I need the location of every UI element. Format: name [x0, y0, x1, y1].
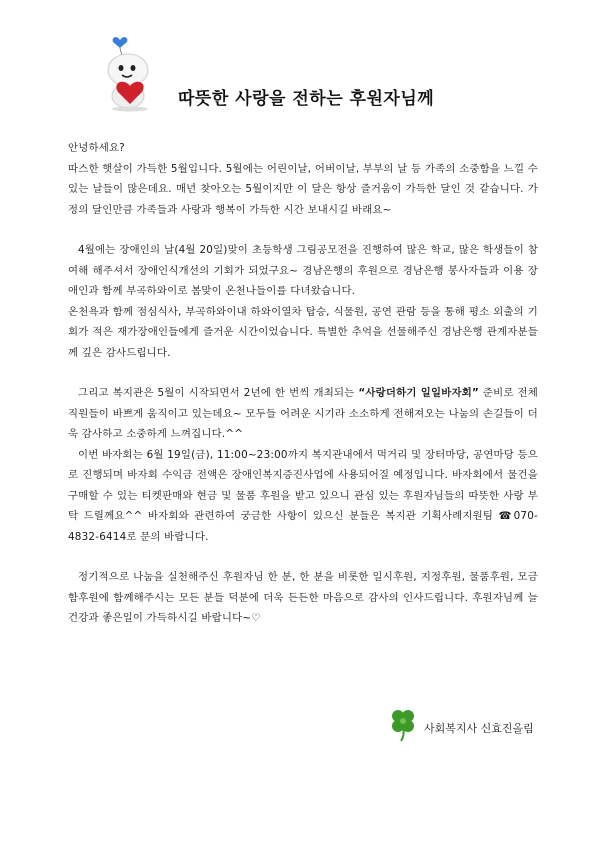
- signature-text: 사회복지사 신효진올림: [424, 722, 534, 735]
- paragraph-bazaar-intro: [68, 383, 538, 445]
- bazaar-details-text-end: 로 문의 바랍니다.: [126, 530, 209, 543]
- greeting: 안녕하세요?: [68, 142, 125, 154]
- bazaar-name: “사랑더하기 일일바자회”: [358, 387, 479, 399]
- letter-body: [68, 138, 538, 629]
- paragraph-hot-spring-trip: 온천욕과 함께 점심식사, 부곡하와이내 하와이열차 탑승, 식물원, 공연 관람 등을 통해 평소 외출의 기회가 적은 재가장애인들에게 즐거운 시간이었습니다. 특별한 추억을 선물해주신 경남은행 관계자분들께 깊은 감사드립니다.: [68, 305, 538, 359]
- paragraph-thanks: 정기적으로 나눔을 실천해주신 후원자님 한 분, 한 분을 비롯한 일시후원, 지정후원, 물품후원, 모금함후원에 함께해주시는 모든 분들 덕분에 더욱 든든한 마음으로 감사의 인사드립니다. 후원자님께 늘 건강과 좋은일이 가득하시길 바랍니다~♡: [68, 571, 538, 624]
- mascot-heart-illustration: [100, 30, 164, 112]
- phone-number: 070-4832-6414: [68, 510, 538, 543]
- letter-title: 따뜻한 사랑을 전하는 후원자님께: [178, 89, 435, 109]
- paragraph-bazaar-details: [68, 445, 538, 548]
- clover-icon: [388, 706, 418, 742]
- bazaar-intro-text: 그리고 복지관은 5월이 시작되면서 2년에 한 번씩 개최되는: [78, 387, 359, 399]
- bazaar-intro-text-end: 준비로 전체 직원들이 바쁘게 움직이고 있는데요~ 모두들 어려운 시기라 소소하게 전해져오는 나눔의 손길들이 더욱 감사하고 소중하게 느껴집니다.^^: [68, 387, 538, 440]
- signature-block: [388, 706, 548, 742]
- paragraph-may-greeting: 따스한 햇살이 가득한 5월입니다. 5월에는 어린이날, 어버이날, 부부의 날 등 가족의 소중함을 느낄 수 있는 날들이 많은데요. 매년 찾아오는 5월이지만 이 달은 항상 즐거움이 가득한 달인 것 같습니다. 가정의 달인만큼 가족들과 사랑과 행복이 가득한 시간 보내시길 바래요~: [68, 162, 538, 216]
- bazaar-details-text: 이번 바자회는 6월 19일(금), 11:00~23:00까지 복지관내에서 먹거리 및 장터마당, 공연마당 등으로 진행되며 바자회 수익금 전액은 장애인복지증진사업에 사용되어질 예정입니다. 바자회에서 물건을 구매할 수 있는 티켓판매와 현금 및 물품 후원을 받고 있으니 관심 있는 후원자님들의 따뜻한 사랑 부탁 드릴께요^^ 바자회와 관련하여 궁금한 사항이 있으신 분들은 복지관 기획사례지원팀: [68, 448, 538, 522]
- paragraph-april-events: 4월에는 장애인의 날(4월 20일)맞이 초등학생 그림공모전을 진행하여 많은 학교, 많은 학생들이 참여해 해주셔서 장애인식개선의 기회가 되었구요~ 경남은행의 후원으로 경남은행 봉사자들과 이용 장애인과 함께 부곡하와이로 봄맞이 온천나들이를 다녀왔습니다.: [68, 244, 538, 297]
- telephone-icon: ☎: [498, 510, 514, 522]
